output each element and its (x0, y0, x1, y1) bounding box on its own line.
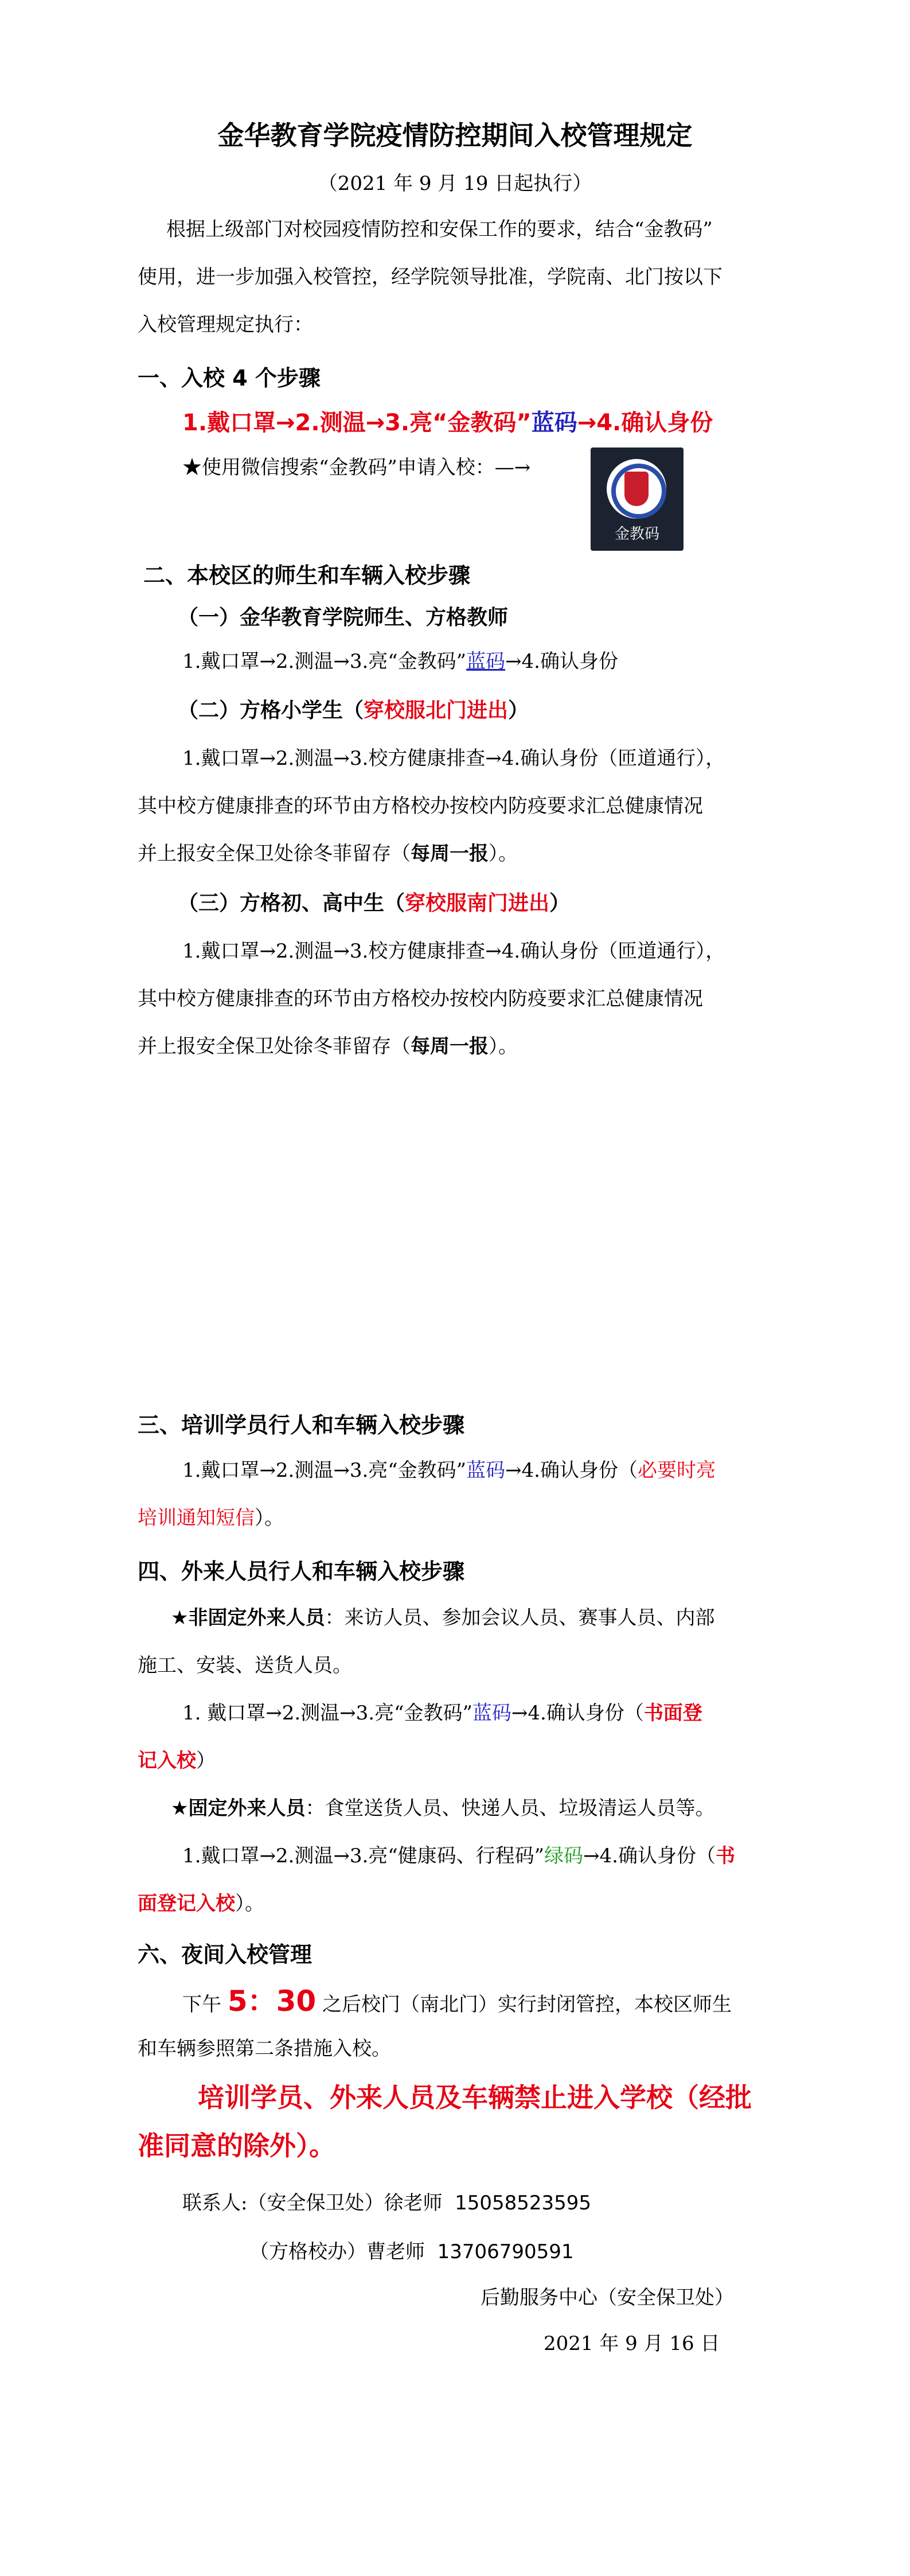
section6-line-2: 和车辆参照第二条措施入校。 (138, 2037, 391, 2060)
section4-nonfixed-line-1: ★非固定外来人员：来访人员、参加会议人员、赛事人员、内部 (171, 1606, 715, 1629)
intro-line-3: 入校管理规定执行： (138, 313, 313, 336)
section2-sub3-line-2: 其中校方健康排查的环节由方格校办按校内防疫要求汇总健康情况 (138, 987, 703, 1010)
section4-fixed-line: ★固定外来人员：食堂送货人员、快递人员、垃圾清运人员等。 (171, 1797, 715, 1820)
signature-org: 后勤服务中心（安全保卫处） (481, 2286, 734, 2309)
section2-sub1-title: （一）金华教育学院师生、方格教师 (178, 606, 509, 629)
section1-steps-a: 1.戴口罩→2.测温→3.亮“金教码” (182, 410, 532, 436)
jinjiaoma-logo (591, 448, 684, 551)
section2-sub3-line-3: 并上报安全保卫处徐冬菲留存（每周一报）。 (138, 1035, 518, 1058)
section1-heading: 一、入校 4 个步骤 (138, 365, 321, 391)
contact-line-2: （方格校办）曹老师 13706790591 (249, 2240, 574, 2263)
contact-phone-1: 15058523595 (455, 2192, 592, 2215)
section4-nonfixed-line-2: 施工、安装、送货人员。 (138, 1654, 352, 1677)
intro-line-2: 使用，进一步加强入校管控，经学院领导批准，学院南、北门按以下 (138, 266, 722, 289)
section3-line-2: 培训通知短信）。 (138, 1507, 284, 1530)
contact-phone-2: 13706790591 (437, 2240, 574, 2263)
warning-line-2: 准同意的除外）。 (138, 2130, 335, 2161)
section3-heading: 三、培训学员行人和车辆入校步骤 (138, 1412, 465, 1438)
section4-nonfixed-steps-1: 1. 戴口罩→2.测温→3.亮“金教码”蓝码→4.确认身份（书面登 (182, 1702, 702, 1725)
section3-line-1: 1.戴口罩→2.测温→3.亮“金教码”蓝码→4.确认身份（必要时亮 (182, 1459, 716, 1482)
section1-steps-b: →4.确认身份 (577, 410, 713, 436)
section2-sub2-line-1: 1.戴口罩→2.测温→3.校方健康排查→4.确认身份（匝道通行）， (182, 747, 725, 770)
section2-sub2-line-3: 并上报安全保卫处徐冬菲留存（每周一报）。 (138, 842, 518, 865)
section6-line-1: 下午 5：30 之后校门（南北门）实行封闭管控，本校区师生 (182, 1984, 732, 2018)
section2-sub3-title: （三）方格初、高中生（穿校服南门进出） (178, 892, 571, 915)
contact-line-1: 联系人:（安全保卫处）徐老师 15058523595 (182, 2192, 592, 2215)
section4-fixed-steps-2: 面登记入校）。 (138, 1892, 264, 1915)
wechat-note: ★使用微信搜索“金教码”申请入校：—→ (182, 456, 531, 479)
section1-steps (182, 404, 713, 437)
effective-date: （2021 年 9 月 19 日起执行） (318, 172, 592, 195)
jinjiaoma-emblem-icon (607, 459, 666, 519)
signature-date: 2021 年 9 月 16 日 (544, 2332, 720, 2355)
section4-fixed-steps-1: 1.戴口罩→2.测温→3.亮“健康码、行程码”绿码→4.确认身份（书 (182, 1845, 735, 1867)
closing-time: 5：30 (227, 1984, 317, 2018)
document-title: 金华教育学院疫情防控期间入校管理规定 (217, 120, 693, 151)
section4-nonfixed-steps-2: 记入校） (138, 1749, 216, 1772)
section2-sub3-line-1: 1.戴口罩→2.测温→3.校方健康排查→4.确认身份（匝道通行）， (182, 940, 725, 963)
section2-sub2-title: （二）方格小学生（穿校服北门进出） (178, 699, 529, 722)
warning-line-1: 培训学员、外来人员及车辆禁止进入学校（经批 (198, 2082, 752, 2113)
section4-heading: 四、外来人员行人和车辆入校步骤 (138, 1559, 465, 1584)
section2-sub2-line-2: 其中校方健康排查的环节由方格校办按校内防疫要求汇总健康情况 (138, 795, 703, 818)
intro-line-1: 根据上级部门对校园疫情防控和安保工作的要求，结合“金教码” (166, 218, 713, 241)
section2-heading: 二、本校区的师生和车辆入校步骤 (143, 563, 471, 588)
logo-label: 金教码 (614, 526, 659, 543)
section1-steps-blue: 蓝码 (531, 410, 577, 436)
section2-sub1-steps: 1.戴口罩→2.测温→3.亮“金教码”蓝码→4.确认身份 (182, 650, 618, 673)
section6-heading: 六、夜间入校管理 (138, 1942, 313, 1967)
